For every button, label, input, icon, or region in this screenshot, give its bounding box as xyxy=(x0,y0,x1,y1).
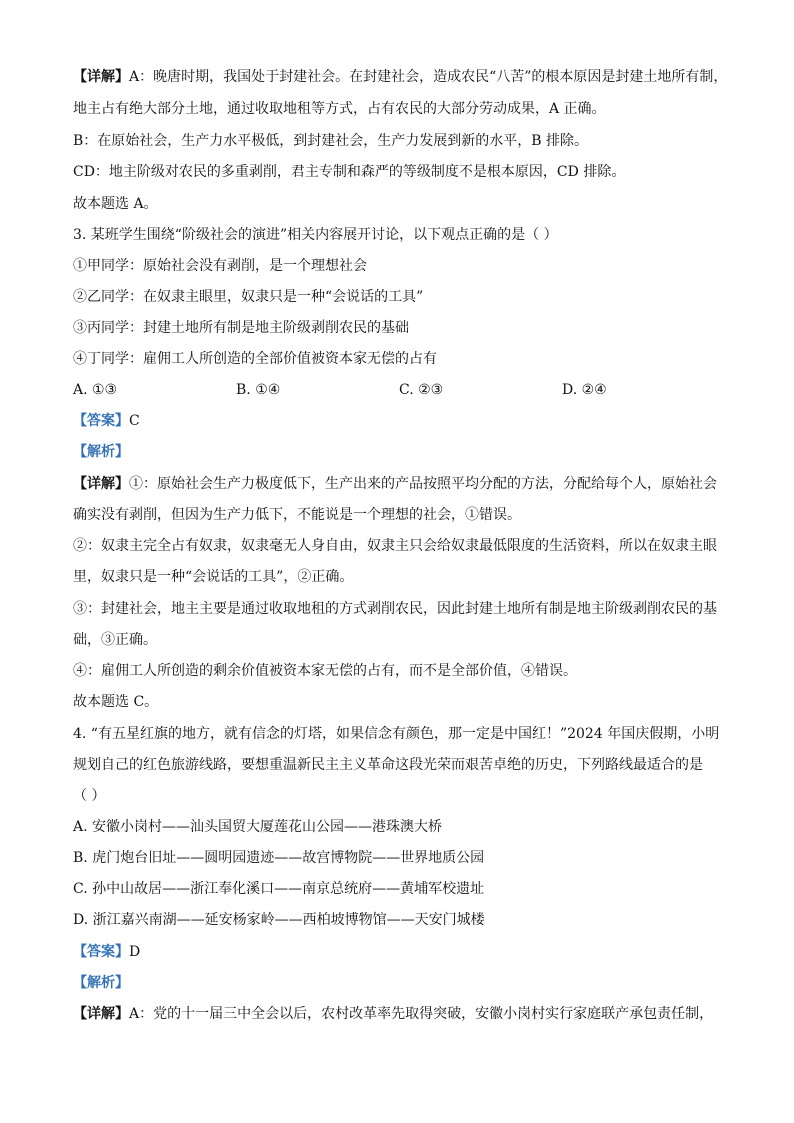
q2-detail-line-4: CD：地主阶级对农民的多重剥削，君主专制和森严的等级制度不是根本原因，CD 排除。 xyxy=(73,164,626,180)
q4-option-b: B. 虎门炮台旧址——圆明园遗迹——故宫博物院——世界地质公园 xyxy=(73,850,485,866)
q3-option-b: B. ①④ xyxy=(236,382,281,398)
q3-option-a: A. ①③ xyxy=(73,382,118,398)
q3-conclusion: 故本题选 C。 xyxy=(73,694,159,710)
q3-detail-line-4: 里，奴隶只是一种“会说话的工具”，②正确。 xyxy=(73,569,354,585)
answer-tag: 【答案】 xyxy=(73,944,129,960)
q4-stem-line-1: 4. “有五星红旗的地方，就有信念的灯塔，如果信念有颜色，那一定是中国红！”2024 年国庆假期，小明 xyxy=(73,726,720,742)
q4-answer xyxy=(73,942,753,962)
answer-value: C xyxy=(129,413,140,429)
q3-detail-line-2: 确实没有剥削，但因为生产力低下，不能说是一个理想的社会，①错误。 xyxy=(73,507,521,523)
q3-answer xyxy=(73,411,753,431)
detail-tag: 【详解】 xyxy=(73,476,129,492)
q2-detail-line-3: B：在原始社会，生产力水平极低，到封建社会，生产力发展到新的水平，B 排除。 xyxy=(73,133,589,149)
q3-statement-2: ②乙同学：在奴隶主眼里，奴隶只是一种“会说话的工具” xyxy=(73,289,424,305)
q4-option-d: D. 浙江嘉兴南湖——延安杨家岭——西柏坡博物馆——天安门城楼 xyxy=(73,912,485,928)
q3-statement-3: ③丙同学：封建土地所有制是地主阶级剥削农民的基础 xyxy=(73,320,409,336)
q4-option-a: A. 安徽小岗村——汕头国贸大厦莲花山公园——港珠澳大桥 xyxy=(73,819,443,835)
q3-statement-4: ④丁同学：雇佣工人所创造的全部价值被资本家无偿的占有 xyxy=(73,351,437,367)
answer-value: D xyxy=(129,944,141,960)
q4-stem-line-2: 规划自己的红色旅游线路，要想重温新民主主义革命这段光荣而艰苦卓绝的历史，下列路线最适合的是 xyxy=(73,757,703,773)
q2-conclusion: 故本题选 A。 xyxy=(73,196,158,212)
detail-tag: 【详解】 xyxy=(73,69,129,85)
q3-option-c: C. ②③ xyxy=(399,382,444,398)
q3-analysis-heading xyxy=(73,442,753,462)
analysis-tag: 【解析】 xyxy=(73,975,129,991)
q3-detail-line-3: ②：奴隶主完全占有奴隶，奴隶毫无人身自由，奴隶主只会给奴隶最低限度的生活资料，所以在奴隶主眼 xyxy=(73,538,717,554)
analysis-tag: 【解析】 xyxy=(73,444,129,460)
q4-option-c: C. 孙中山故居——浙江奉化溪口——南京总统府——黄埔军校遗址 xyxy=(73,881,485,897)
q3-option-d: D. ②④ xyxy=(562,382,607,398)
q3-stem: 3. 某班学生围绕“阶级社会的演进”相关内容展开讨论，以下观点正确的是（ ） xyxy=(73,227,558,243)
q3-detail-line-5: ③：封建社会，地主主要是通过收取地租的方式剥削农民，因此封建土地所有制是地主阶级剥削农民的基 xyxy=(73,601,717,617)
q3-detail-line-7: ④：雇佣工人所创造的剩余价值被资本家无偿的占有，而不是全部价值，④错误。 xyxy=(73,663,577,679)
q3-options xyxy=(73,380,753,400)
q2-detail-line-2: 地主占有绝大部分土地，通过收取地租等方式，占有农民的大部分劳动成果，A 正确。 xyxy=(73,101,606,117)
detail-tag: 【详解】 xyxy=(73,1006,129,1022)
answer-tag: 【答案】 xyxy=(73,413,129,429)
q3-statement-1: ①甲同学：原始社会没有剥削，是一个理想社会 xyxy=(73,258,367,274)
q4-stem-line-3: （ ） xyxy=(73,788,106,804)
q4-detail-line-1: 【详解】A：党的十一届三中全会以后，农村改革率先取得突破，安徽小岗村实行家庭联产承包责任制， xyxy=(73,1006,714,1022)
q3-detail-line-6: 础，③正确。 xyxy=(73,632,157,648)
q4-analysis-heading xyxy=(73,973,753,993)
q2-detail-line-1: 【详解】A：晚唐时期，我国处于封建社会。在封建社会，造成农民“八苦”的根本原因是封建土地所有制， xyxy=(73,69,728,85)
q3-detail-line-1: 【详解】①：原始社会生产力极度低下，生产出来的产品按照平均分配的方法，分配给每个人，原始社会 xyxy=(73,476,717,492)
